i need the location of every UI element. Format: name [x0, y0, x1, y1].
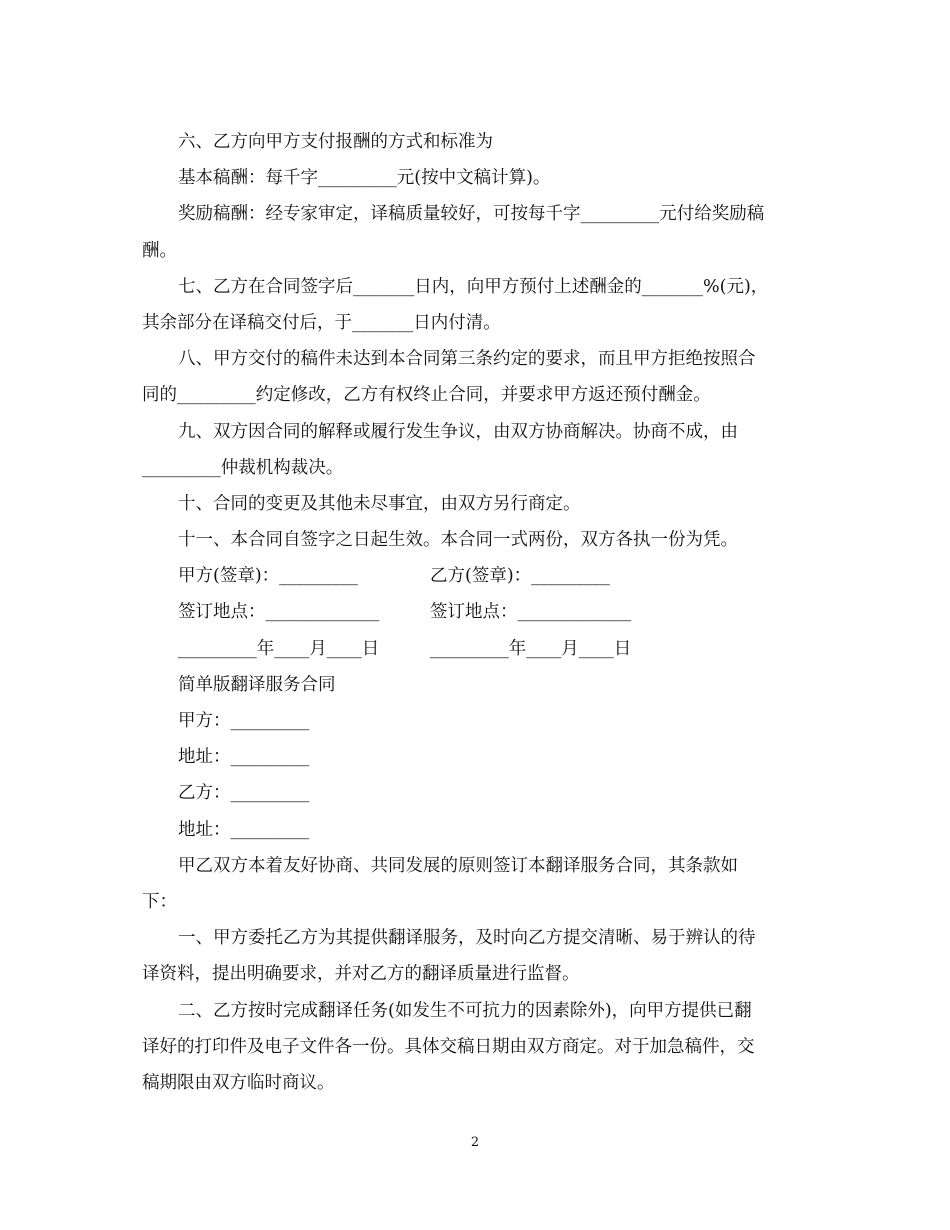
contract-clauses: [142, 124, 812, 558]
text-line: 甲方：_________: [178, 711, 310, 731]
party-b-field: 乙方(签章)：_________: [430, 566, 610, 587]
party-b-field: _________年____月____日: [430, 638, 632, 659]
text-line: 同的_________约定修改，乙方有权终止合同，并要求甲方返还预付酬金。: [142, 385, 711, 406]
second-contract: [142, 667, 812, 1101]
text-line: 译资料，提出明确要求，并对乙方的翻译质量进行监督。: [142, 964, 580, 985]
party-a-field: _________年____月____日: [178, 638, 380, 659]
text-line: 七、乙方在合同签字后_______日内，向甲方预付上述酬金的_______%(元)，: [178, 276, 769, 297]
signature-row: [142, 631, 812, 667]
text-line: 一、甲方委托乙方为其提供翻译服务，及时向乙方提交清晰、易于辨认的待: [178, 928, 756, 949]
document-body: [142, 124, 812, 1101]
text-line: 稿期限由双方临时商议。: [142, 1072, 335, 1093]
text-line: 下：: [142, 891, 177, 912]
text-line: 九、双方因合同的解释或履行发生争议，由双方协商解决。协商不成，由: [178, 421, 738, 442]
text-line: 乙方：_________: [178, 783, 310, 804]
text-line: 地址：_________: [178, 819, 310, 840]
text-line: 六、乙方向甲方支付报酬的方式和标准为: [178, 132, 493, 152]
text-line: 八、甲方交付的稿件未达到本合同第三条约定的要求，而且甲方拒绝按照合: [178, 349, 756, 370]
text-line: 奖励稿酬：经专家审定，译稿质量较好，可按每千字_________元付给奖励稿: [178, 204, 765, 225]
text-line: 酬。: [142, 240, 177, 261]
text-line: 简单版翻译服务合同: [178, 674, 336, 695]
text-line: 二、乙方按时完成翻译任务(如发生不可抗力的因素除外)，向甲方提供已翻: [178, 1000, 752, 1021]
party-a-field: 甲方(签章)：_________: [178, 566, 358, 587]
text-line: _________仲裁机构裁决。: [142, 457, 344, 478]
text-line: 十、合同的变更及其他未尽事宜，由双方另行商定。: [178, 493, 581, 514]
signature-row: [142, 594, 812, 630]
party-a-field: 签订地点：_____________: [178, 602, 380, 623]
text-line: 地址：_________: [178, 747, 310, 768]
signature-block: [142, 558, 812, 667]
party-b-field: 签订地点：_____________: [430, 602, 632, 623]
signature-row: [142, 558, 812, 594]
text-line: 译好的打印件及电子文件各一份。具体交稿日期由双方商定。对于加急稿件，交: [142, 1036, 755, 1057]
text-line: 基本稿酬：每千字_________元(按中文稿计算)。: [178, 168, 551, 189]
text-line: 十一、本合同自签字之日起生效。本合同一式两份，双方各执一份为凭。: [178, 530, 738, 551]
text-line: 其余部分在译稿交付后，于_______日内付清。: [142, 312, 501, 333]
page-number: 2: [470, 1135, 480, 1150]
text-line: 甲乙双方本着友好协商、共同发展的原则签订本翻译服务合同，其条款如: [178, 855, 738, 876]
